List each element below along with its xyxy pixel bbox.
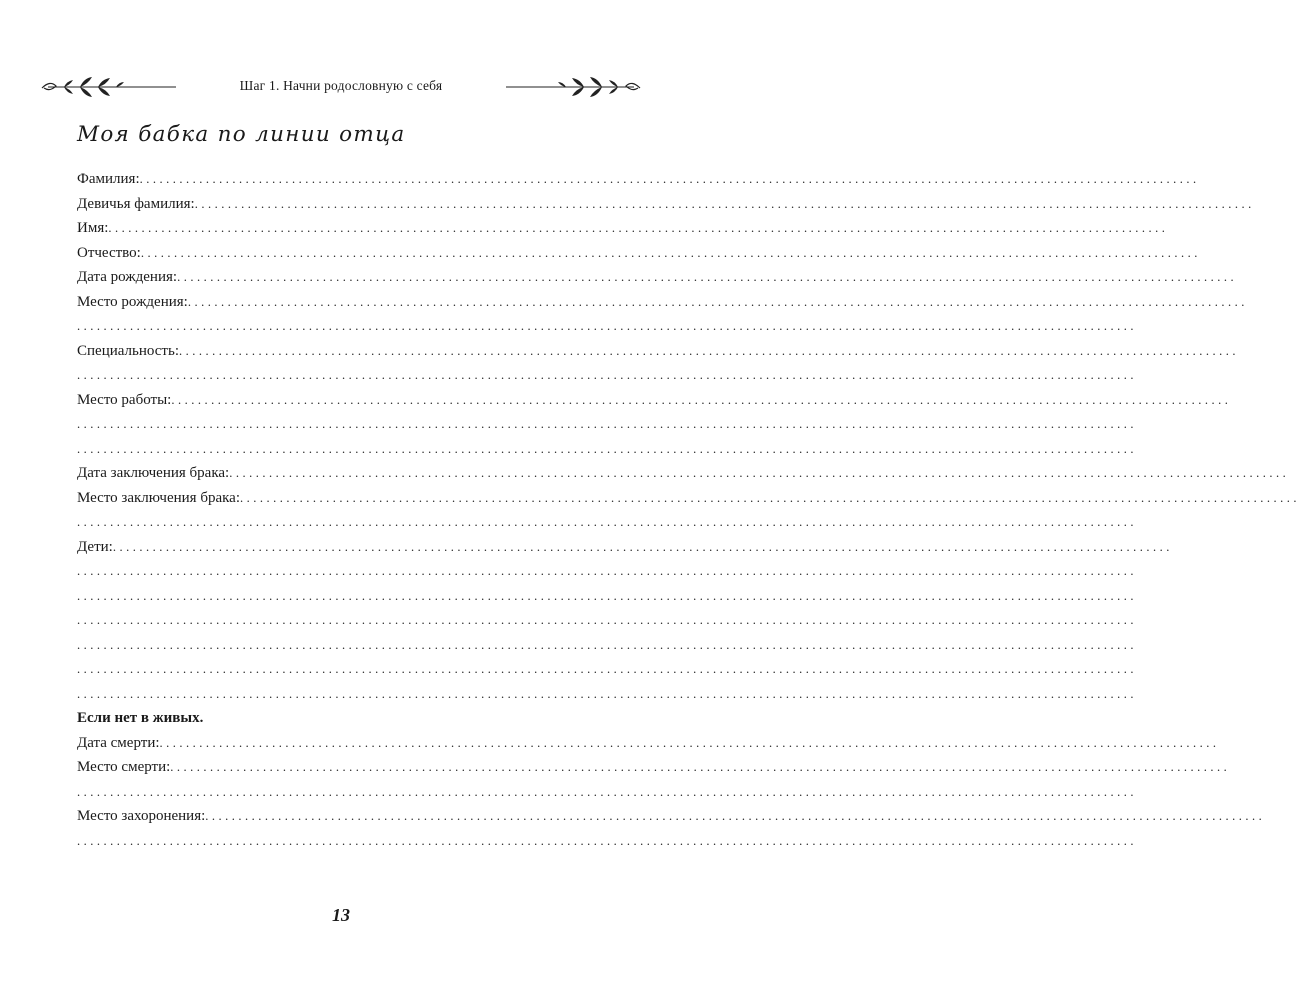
form-field-row [77, 339, 1239, 364]
field-label: Отчество: [77, 244, 141, 261]
form-continuation-line [77, 829, 1137, 854]
fill-in-dotted-line[interactable]: ................................................................................................................................................................ [77, 515, 1137, 529]
form-continuation-line [77, 780, 1137, 805]
form-field-row [77, 535, 1173, 560]
fill-in-dotted-line[interactable]: ................................................................................................................................................................ [77, 833, 1137, 848]
form-continuation-line [77, 314, 1137, 339]
form-field-row [77, 755, 1231, 780]
fill-in-dotted-line[interactable]: ................................................................................................................................................................ [170, 760, 1231, 774]
section-heading: Моя бабка по линии отца [77, 122, 406, 147]
field-label: Дети: [77, 538, 113, 555]
field-label: Дата рождения: [77, 269, 178, 285]
form-field-row [77, 167, 1200, 192]
form-field-row [77, 290, 1248, 315]
running-header [40, 72, 642, 102]
fill-in-dotted-line[interactable]: ................................................................................................................................................................ [77, 588, 1137, 603]
form-field-row [77, 731, 1220, 756]
fill-in-dotted-line[interactable]: ................................................................................................................................................................ [177, 270, 1238, 284]
fill-in-dotted-line[interactable]: ................................................................................................................................................................ [77, 368, 1137, 382]
form-continuation-line [77, 510, 1137, 535]
field-label: Девичья фамилия: [77, 195, 195, 212]
fill-in-dotted-line[interactable]: ................................................................................................................................................................ [159, 735, 1220, 750]
field-label: Специальность: [77, 342, 179, 359]
fill-in-dotted-line[interactable]: ................................................................................................................................................................ [178, 343, 1239, 358]
field-label: Место рождения: [77, 293, 188, 310]
field-label: Дата смерти: [77, 734, 160, 751]
form-continuation-line [77, 412, 1137, 437]
fill-in-dotted-line[interactable]: ................................................................................................................................................................ [77, 441, 1137, 456]
form-continuation-line [77, 363, 1137, 388]
form-continuation-line [77, 559, 1137, 584]
fill-in-dotted-line[interactable]: ................................................................................................................................................................ [77, 662, 1137, 676]
fill-in-dotted-line[interactable]: ................................................................................................................................................................ [77, 637, 1137, 652]
field-label: Место смерти: [77, 759, 171, 775]
fill-in-dotted-line[interactable]: ................................................................................................................................................................ [139, 172, 1200, 186]
field-label: Место заключения брака: [77, 489, 241, 506]
fill-in-dotted-line[interactable]: ................................................................................................................................................................ [108, 221, 1169, 235]
field-label: Имя: [77, 220, 109, 236]
fill-in-dotted-line[interactable]: ................................................................................................................................................................ [140, 245, 1201, 260]
form-field-row [77, 265, 1238, 290]
form-continuation-line [77, 437, 1137, 462]
header-title: Шаг 1. Начни родословную с себя [239, 78, 443, 93]
fill-in-dotted-line[interactable]: ................................................................................................................................................................ [240, 490, 1300, 505]
field-label: Фамилия: [77, 171, 140, 187]
fill-in-dotted-line[interactable]: ................................................................................................................................................................ [77, 686, 1137, 701]
fill-in-dotted-line[interactable]: ................................................................................................................................................................ [77, 417, 1137, 431]
form-field-row [77, 216, 1169, 241]
fill-in-dotted-line[interactable]: ................................................................................................................................................................ [77, 564, 1137, 578]
fill-in-dotted-line[interactable]: ................................................................................................................................................................ [77, 784, 1137, 799]
form-field-row [77, 388, 1232, 413]
fill-in-dotted-line[interactable]: ................................................................................................................................................................ [171, 392, 1232, 407]
fill-in-dotted-line[interactable]: ................................................................................................................................................................ [187, 294, 1248, 309]
page-number: 13 [332, 905, 350, 925]
fill-in-dotted-line[interactable]: ................................................................................................................................................................ [77, 319, 1137, 333]
genealogy-form [77, 167, 1300, 853]
form-continuation-line [77, 682, 1137, 707]
form-continuation-line [77, 633, 1137, 658]
form-field-row [77, 486, 1300, 511]
form-field-row [77, 461, 1290, 486]
form-field-row [77, 706, 565, 731]
leaf-ornament-right-icon [502, 74, 642, 100]
form-continuation-line [77, 657, 1137, 682]
field-label: Место работы: [77, 391, 172, 408]
form-field-row [77, 241, 1201, 266]
field-label: Если нет в живых. [77, 710, 204, 726]
field-label: Место захоронения: [77, 808, 206, 824]
form-continuation-line [77, 584, 1137, 609]
fill-in-dotted-line[interactable]: ................................................................................................................................................................ [77, 613, 1137, 627]
fill-in-dotted-line[interactable]: ................................................................................................................................................................ [229, 466, 1290, 480]
fill-in-dotted-line[interactable]: ................................................................................................................................................................ [205, 809, 1266, 823]
field-label: Дата заключения брака: [77, 465, 230, 481]
form-field-row [77, 192, 1255, 217]
fill-in-dotted-line[interactable]: ................................................................................................................................................................ [194, 196, 1255, 211]
form-field-row [77, 804, 1266, 829]
form-continuation-line [77, 608, 1137, 633]
fill-in-dotted-line[interactable]: ................................................................................................................................................................ [112, 539, 1173, 554]
